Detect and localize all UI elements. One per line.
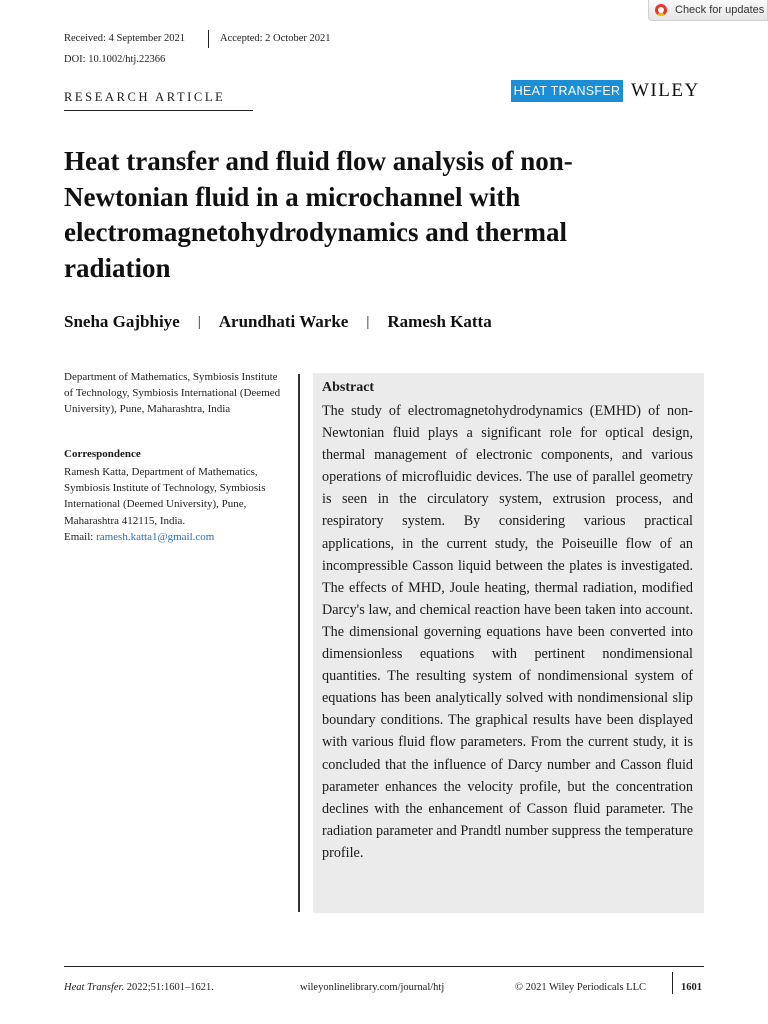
author-name: Arundhati Warke xyxy=(218,312,349,331)
footer-journal: Heat Transfer. xyxy=(64,982,125,993)
correspondence-heading: Correspondence xyxy=(64,448,141,460)
email-link[interactable]: ramesh.katta1@gmail.com xyxy=(96,530,215,543)
affiliation: Department of Mathematics, Symbiosis Institute of Technology, Symbiosis International (Deemed University), Pune, Maharashtra, India xyxy=(64,371,281,415)
crossmark-icon xyxy=(655,4,667,16)
author-name: Sneha Gajbhiye xyxy=(64,312,180,331)
author-name: Ramesh Katta xyxy=(387,312,492,331)
doi[interactable]: DOI: 10.1002/htj.22366 xyxy=(64,54,166,65)
check-for-updates-label: Check for updates xyxy=(675,4,765,16)
footer-rule xyxy=(64,966,704,967)
footer-volume: 2022;51:1601–1621. xyxy=(124,982,214,993)
publisher-logo: WILEY xyxy=(631,80,700,101)
column-divider xyxy=(298,374,300,912)
footer-copyright: © 2021 Wiley Periodicals LLC xyxy=(515,982,647,993)
correspondence-text: Ramesh Katta, Department of Mathematics, Symbiosis Institute of Technology, Symbiosis International (Deemed University), Pune, Maharashtra 412115, India. xyxy=(64,466,266,527)
article-type-rule xyxy=(64,110,253,111)
abstract-text: The study of electromagnetohydrodynamics (EMHD) of non-Newtonian fluid plays a significant role for optical design, thermal management of electronic components, and various operations of microfluidic devices. The use of parallel geometry is seen in the circulatory system, extrusion process, and respiratory system. By considering various practical applications, in the current study, the Poiseuille flow of an incompressible Casson liquid between the plates is investigated. The effects of MHD, Joule heating, thermal radiation, modified Darcy's law, and chemical reaction have been taken into account. The dimensional governing equations have been converted into dimensionless equations with pertinent nondimensional quantities. The resulting system of nondimensional system of equations has been analytically solved with nondimensional slip boundary conditions. The graphical results have been displayed with various fluid flow parameters. From the current study, it is concluded that the influence of Darcy number and Casson fluid parameter enhances the velocity profile, but the concentration declines with the enhancement of Casson fluid parameter. The radiation parameter and Prandtl number suppress the temperature profile. xyxy=(322,403,693,861)
accepted-date: Accepted: 2 October 2021 xyxy=(220,33,331,44)
abstract-heading: Abstract xyxy=(322,380,375,395)
email-label: Email: xyxy=(64,530,97,543)
meta-divider xyxy=(208,30,209,48)
author-separator: | xyxy=(366,313,370,330)
correspondence xyxy=(64,464,294,545)
article-type: RESEARCH ARTICLE xyxy=(64,90,226,104)
article-title: Heat transfer and fluid flow analysis of non-Newtonian fluid in a microchannel with electromagnetohydrodynamics and thermal radiation xyxy=(64,146,573,283)
page-number: 1601 xyxy=(681,982,702,993)
footer-url[interactable]: wileyonlinelibrary.com/journal/htj xyxy=(300,982,445,993)
page-number-divider xyxy=(672,972,673,994)
author-list xyxy=(64,312,492,332)
received-date: Received: 4 September 2021 xyxy=(64,33,186,44)
check-for-updates-button[interactable] xyxy=(648,0,768,21)
author-separator: | xyxy=(197,313,201,330)
footer-citation xyxy=(64,982,214,993)
journal-badge: HEAT TRANSFER xyxy=(511,80,623,102)
